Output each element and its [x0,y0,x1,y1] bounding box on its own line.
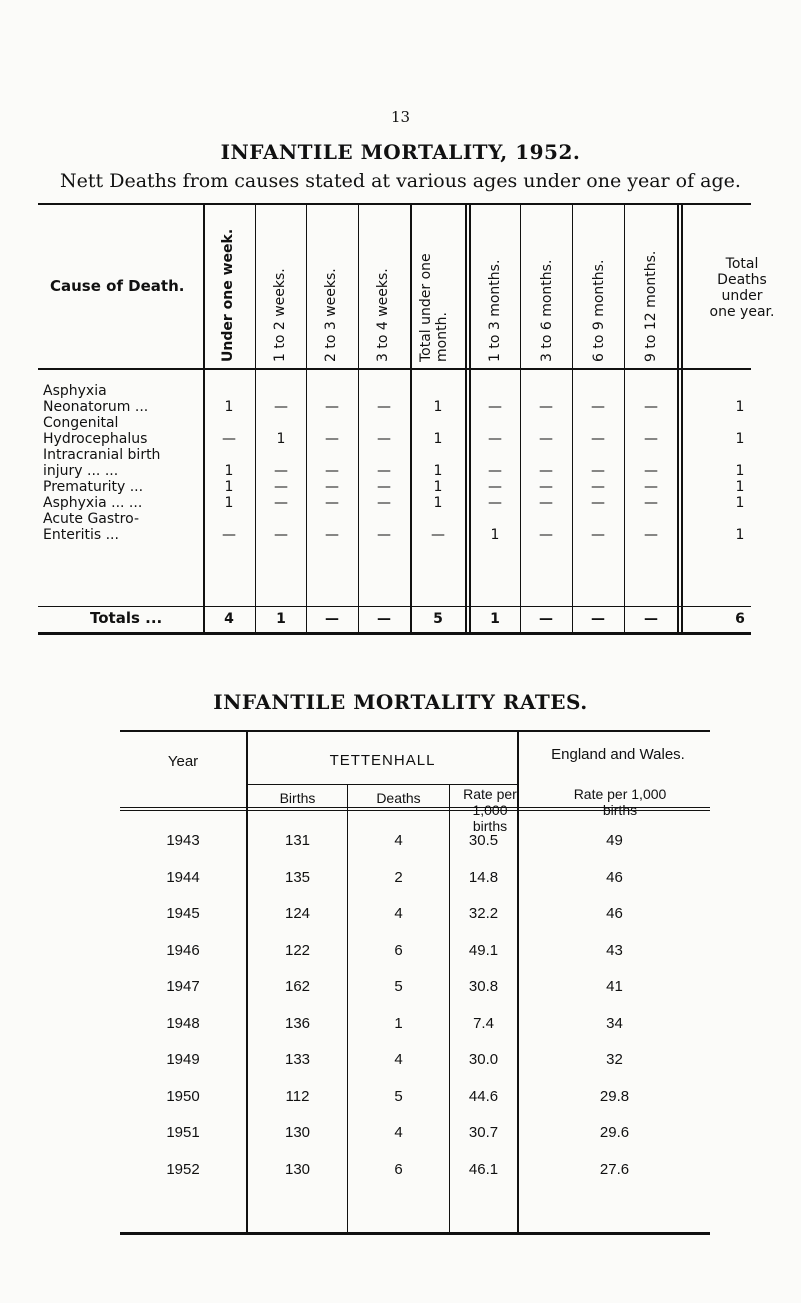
table-cell: 1 [735,463,745,479]
england-header: England and Wales. [551,746,685,763]
totals-cell: — [325,611,339,627]
year-header: Year [167,753,199,770]
rates-deaths-cell: 5 [394,978,403,995]
rates-deaths-cell: 2 [394,868,403,886]
row-label: Acute Gastro- [43,511,139,527]
table-cell: — [644,527,658,543]
tettenhall-header: TETTENHALL [329,752,436,769]
column-header: 2 to 3 weeks. [323,268,339,362]
table-cell: — [591,479,605,495]
rates-births-cell: 122 [284,941,311,959]
table-cell: 1 [735,527,745,543]
rates-deaths-cell: 6 [394,1160,403,1178]
rates-ew-cell: 46 [606,905,623,922]
table-cell: — [591,399,605,415]
totals-cell: — [377,611,391,627]
table-cell: 1 [224,463,234,479]
column-header: 1 to 3 months. [487,259,503,362]
rates-rate-cell: 30.5 [468,832,499,849]
column-header: Under one week. [220,228,236,362]
table-cell: — [591,463,605,479]
rates-rate-cell: 30.7 [468,1124,499,1141]
table-cell: 1 [735,495,745,511]
table-cell: — [377,431,391,447]
column-header: 6 to 9 months. [591,259,607,362]
rates-deaths-cell: 4 [394,1124,403,1141]
table-cell: — [539,527,553,543]
rates-year-cell: 1947 [166,978,200,995]
table-cell: — [644,463,658,479]
table-cell: — [222,527,236,543]
rates-births-cell: 136 [284,1014,311,1032]
rate-header: Rate per 1,000 births [463,786,517,834]
table-cell: — [488,495,502,511]
rates-year-cell: 1950 [166,1087,200,1105]
rates-deaths-cell: 4 [394,1051,403,1068]
rates-bottom-rule [120,1232,710,1235]
row-label: injury ... ... [43,463,119,479]
column-header: 9 to 12 months. [643,250,659,362]
table-cell: — [274,463,288,479]
rates-year-cell: 1944 [166,868,200,886]
table-cell: — [325,495,339,511]
totals-cell: 4 [224,611,234,627]
table-cell: — [591,527,605,543]
total-header-line: one year. [709,304,775,320]
totals-cell: 6 [735,611,745,627]
rates-ew-cell: 41 [606,978,623,995]
births-header: Births [279,790,316,806]
table-cell: — [325,463,339,479]
rates-ew-cell: 29.6 [599,1124,630,1141]
rates-year-cell: 1949 [166,1051,200,1068]
table-cell: — [539,463,553,479]
table-cell: 1 [433,495,443,511]
rates-ew-cell: 34 [606,1014,623,1032]
rates-title: INFANTILE MORTALITY RATES. [213,690,588,714]
cause-header: Cause of Death. [50,277,185,295]
row-label: Asphyxia ... ... [43,495,143,511]
table-cell: 1 [224,479,234,495]
rates-deaths-cell: 1 [394,1014,403,1032]
table-cell: — [431,527,445,543]
totals-cell: 1 [490,611,500,627]
table-cell: 1 [433,463,443,479]
table-cell: — [644,479,658,495]
rates-births-cell: 131 [284,832,311,849]
row-label: Congenital [43,415,119,431]
row-label: Intracranial birth [43,447,161,463]
table-cell: — [488,399,502,415]
rates-births-cell: 130 [284,1160,311,1178]
table-cell: — [274,399,288,415]
total-header-line: under [721,288,763,304]
table-cell: — [488,463,502,479]
page-number: 13 [390,108,411,126]
rates-rate-cell: 44.6 [468,1087,499,1105]
rates-year-cell: 1951 [166,1124,200,1141]
rates-ew-cell: 27.6 [599,1160,630,1178]
rates-births-cell: 133 [284,1051,311,1068]
total-header-line: Total [725,256,759,272]
table-cell: — [488,479,502,495]
row-label: Prematurity ... [43,479,144,495]
table-cell: — [539,399,553,415]
total-header-line: Deaths [717,272,767,288]
rates-top-rule [120,730,710,732]
rates-births-cell: 124 [284,905,311,922]
column-header: Total under one month. [418,253,450,362]
table-cell: 1 [433,431,443,447]
rates-year-cell: 1948 [166,1014,200,1032]
table-cell: — [325,479,339,495]
rates-rate-cell: 46.1 [468,1160,499,1178]
rates-ew-cell: 29.8 [599,1087,630,1105]
table-cell: — [377,399,391,415]
rates-ew-cell: 43 [606,941,623,959]
table-cell: — [274,527,288,543]
table-cell: — [377,463,391,479]
rates-rate-cell: 32.2 [468,905,499,922]
table-cell: — [377,527,391,543]
table-cell: — [591,495,605,511]
table-cell: — [325,527,339,543]
rates-rate-cell: 7.4 [473,1014,494,1032]
totals-cell: — [644,611,658,627]
row-label: Hydrocephalus [43,431,148,447]
table-cell: — [539,479,553,495]
totals-label: Totals ... [90,609,163,627]
totals-cell: — [591,611,605,627]
totals-cell: 1 [276,611,286,627]
rates-rate-cell: 14.8 [468,868,499,886]
rates-rate-cell: 30.8 [468,978,499,995]
rates-ew-cell: 46 [606,868,623,886]
table-cell: — [274,495,288,511]
rates-births-cell: 130 [284,1124,311,1141]
table-cell: — [274,479,288,495]
table-cell: — [539,431,553,447]
table-cell: — [591,431,605,447]
ew-rate-header: Rate per 1,000 births [573,786,667,818]
table-cell: — [377,479,391,495]
table-cell: — [488,431,502,447]
table-cell: 1 [224,399,234,415]
rates-deaths-cell: 4 [394,905,403,922]
table-cell: — [539,495,553,511]
table-cell: 1 [490,527,500,543]
table-cell: 1 [433,479,443,495]
row-label: Asphyxia [43,383,107,399]
table-cell: — [325,431,339,447]
table-cell: 1 [735,399,745,415]
column-header: 3 to 4 weeks. [375,268,391,362]
rates-births-cell: 112 [285,1087,310,1105]
rates-ew-cell: 49 [606,832,623,849]
row-label: Enteritis ... [43,527,119,543]
rates-deaths-cell: 4 [394,832,403,849]
table-cell: — [325,399,339,415]
totals-cell: — [539,611,553,627]
rates-rate-cell: 49.1 [468,941,499,959]
rates-deaths-cell: 5 [394,1087,403,1105]
rates-year-cell: 1945 [166,905,200,922]
rates-births-cell: 162 [284,978,311,995]
rates-births-cell: 135 [284,868,311,886]
table-cell: 1 [735,431,745,447]
column-header: 1 to 2 weeks. [272,268,288,362]
column-header: 3 to 6 months. [539,259,555,362]
table-cell: — [644,495,658,511]
rates-year-cell: 1943 [166,832,200,849]
table-cell: — [644,399,658,415]
table-cell: — [377,495,391,511]
rates-ew-cell: 32 [606,1051,623,1068]
mortality-title: INFANTILE MORTALITY, 1952. [220,140,581,164]
rates-deaths-cell: 6 [394,941,403,959]
rates-year-cell: 1946 [166,941,200,959]
mortality-subtitle: Nett Deaths from causes stated at various ages under one year of age. [60,170,741,192]
table-cell: — [644,431,658,447]
table-cell: 1 [433,399,443,415]
table-cell: 1 [735,479,745,495]
table-cell: — [222,431,236,447]
totals-cell: 5 [433,611,443,627]
rates-year-cell: 1952 [166,1160,200,1178]
subheader-rule [247,784,517,785]
deaths-header: Deaths [376,790,421,806]
row-label: Neonatorum ... [43,399,149,415]
table-cell: 1 [224,495,234,511]
rates-rate-cell: 30.0 [468,1051,499,1068]
table-cell: 1 [276,431,286,447]
